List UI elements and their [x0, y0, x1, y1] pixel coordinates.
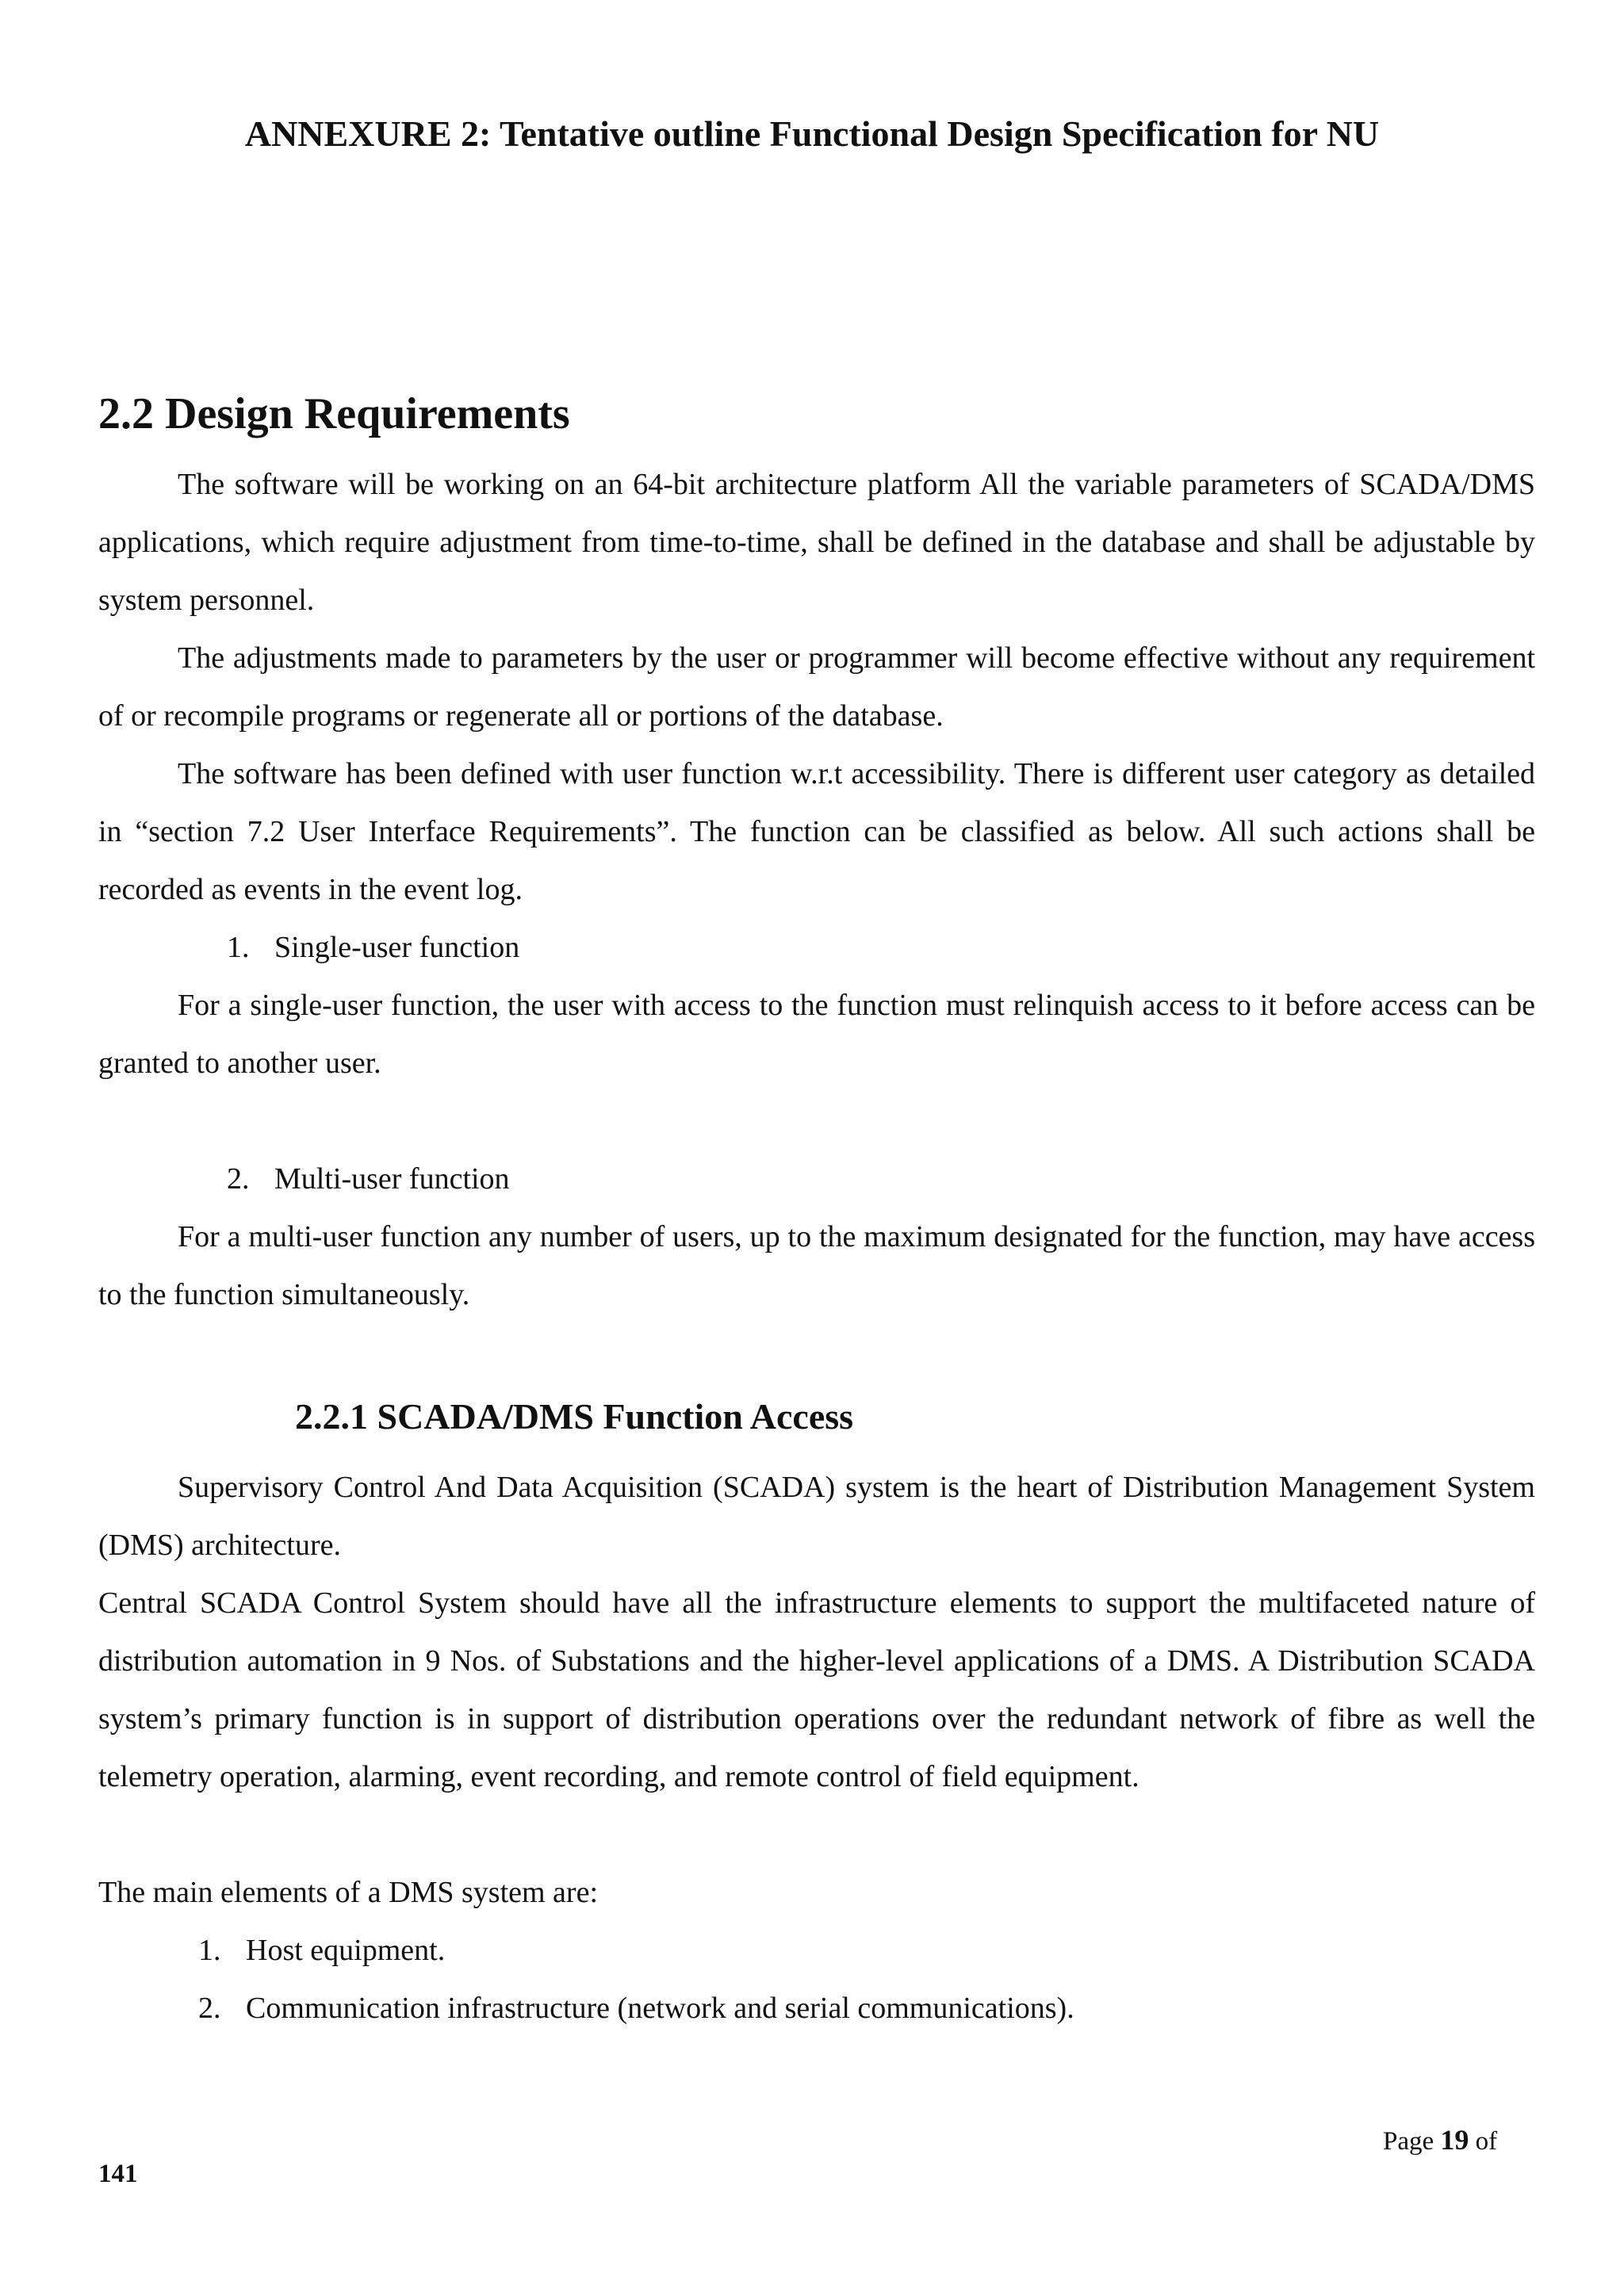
list-item-number: 1. [198, 1934, 221, 1967]
list-item-single-user [227, 919, 519, 977]
list-item-label: Single-user function [274, 931, 520, 964]
list-item-communication-infrastructure [198, 1980, 1074, 2038]
list-item-multi-user [227, 1150, 510, 1208]
section-paragraph-5: For a multi-user function any number of users, up to the maximum designated for the function, may have access to the function simultaneously. [98, 1220, 1535, 1311]
list-item-label: Host equipment. [246, 1934, 446, 1967]
section-paragraph-4: For a single-user function, the user with access to the function must relinquish access to it before access can be granted to another user. [98, 989, 1535, 1080]
list-item-label: Communication infrastructure (network and serial communications). [246, 1992, 1074, 2025]
page-prefix: Page [1383, 2127, 1434, 2156]
list-item-host-equipment [198, 1922, 445, 1980]
list-item-label: Multi-user function [274, 1162, 510, 1196]
subsection-heading: 2.2.1 SCADA/DMS Function Access [295, 1396, 854, 1437]
list-item-number: 2. [227, 1162, 250, 1196]
list-item-number: 2. [198, 1992, 221, 2025]
list-item-number: 1. [227, 931, 250, 964]
section-paragraph-3: The software has been defined with user function w.r.t accessibility. There is different user category as detailed in “section 7.2 User Interface Requirements”. The function can be classified as below. All such actions shall be recorded as events in the event log. [98, 757, 1535, 906]
page-number-footer [1383, 2123, 1497, 2156]
page-number: 19 [1440, 2124, 1469, 2156]
page-of: of [1475, 2127, 1498, 2156]
section-paragraph-2: The adjustments made to parameters by the user or programmer will become effective without any requirement of or recompile programs or regenerate all or portions of the database. [98, 641, 1535, 733]
subsection-paragraph-1: Supervisory Control And Data Acquisition (SCADA) system is the heart of Distribution Management System (DMS) architecture. [98, 1471, 1535, 1562]
subsection-paragraph-2: Central SCADA Control System should have all the infrastructure elements to support the multifaceted nature of distribution automation in 9 Nos. of Substations and the higher-level applications of a DMS. A Distribution SCADA system’s primary function is in support of distribution operations over the redundant network of fibre as well the telemetry operation, alarming, event recording, and remote control of field equipment. [98, 1586, 1535, 1793]
subsection-paragraph-3: The main elements of a DMS system are: [98, 1876, 599, 1909]
annexure-title: ANNEXURE 2: Tentative outline Functional Design Specification for NU [244, 113, 1380, 154]
section-heading: 2.2 Design Requirements [98, 389, 570, 438]
total-pages: 141 [98, 2160, 138, 2188]
section-paragraph-1: The software will be working on an 64-bit architecture platform All the variable parameters of SCADA/DMS applications, which require adjustment from time-to-time, shall be defined in the database and shall be adjustable by system personnel. [98, 468, 1535, 617]
